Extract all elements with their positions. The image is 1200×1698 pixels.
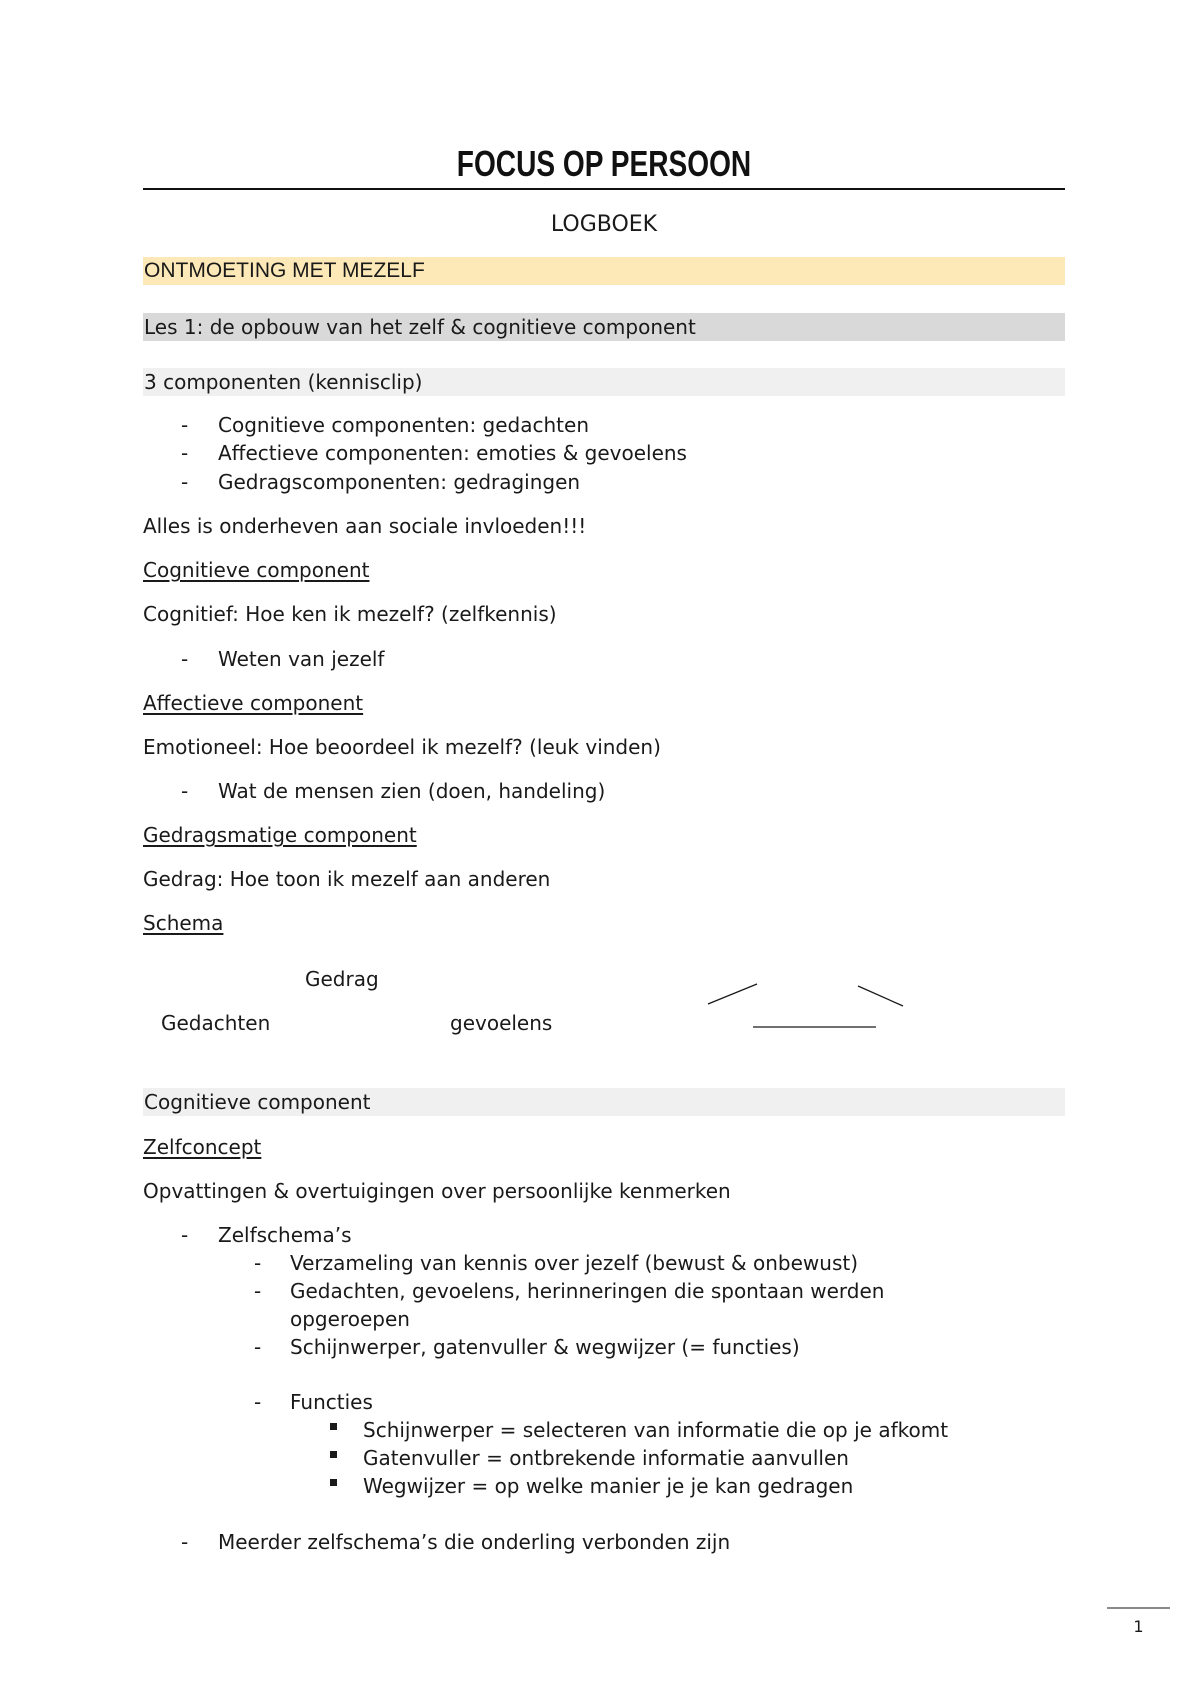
- schema-line-left: [708, 984, 757, 1004]
- functions-label: Functies: [290, 1390, 373, 1414]
- list-item: Wat de mensen zien (doen, handeling): [218, 779, 606, 803]
- cognitive-section-heading: Cognitieve component: [144, 1090, 371, 1114]
- square-bullet: [330, 1451, 337, 1458]
- section-heading: ONTMOETING MET MEZELF: [144, 259, 425, 282]
- list-dash: -: [254, 1279, 262, 1303]
- sub-list-item: Gedachten, gevoelens, herinneringen die spontaan werden: [290, 1279, 885, 1303]
- document-subtitle: LOGBOEK: [550, 212, 658, 237]
- square-bullet: [330, 1479, 337, 1486]
- schema-label-right: gevoelens: [450, 1011, 553, 1035]
- list-item: Zelfschema’s: [218, 1223, 352, 1247]
- document-title: FOCUS OP PERSOON: [456, 143, 752, 184]
- list-dash: -: [181, 1223, 189, 1247]
- page-number: 1: [1133, 1617, 1144, 1636]
- schema-label-top: Gedrag: [305, 967, 379, 991]
- behavioral-text: Gedrag: Hoe toon ik mezelf aan anderen: [143, 867, 551, 891]
- list-item: Gedragscomponenten: gedragingen: [218, 470, 581, 494]
- affective-heading: Affectieve component: [143, 691, 364, 715]
- zelfconcept-text: Opvattingen & overtuigingen over persoonlijke kenmerken: [143, 1179, 731, 1203]
- function-item: Gatenvuller = ontbrekende informatie aanvullen: [363, 1446, 849, 1470]
- lesson-heading: Les 1: de opbouw van het zelf & cognitieve component: [144, 315, 696, 339]
- cognitive-heading: Cognitieve component: [143, 558, 370, 582]
- function-item: Schijnwerper = selecteren van informatie die op je afkomt: [363, 1418, 949, 1442]
- sub-list-item: Verzameling van kennis over jezelf (bewust & onbewust): [290, 1251, 859, 1275]
- list-dash: -: [181, 470, 189, 494]
- list-dash: -: [254, 1390, 262, 1414]
- list-dash: -: [181, 441, 189, 465]
- list-dash: -: [254, 1335, 262, 1359]
- schema-line-right: [858, 986, 903, 1006]
- list-dash: -: [181, 779, 189, 803]
- cognitive-text: Cognitief: Hoe ken ik mezelf? (zelfkennis): [143, 602, 557, 626]
- zelfconcept-heading: Zelfconcept: [143, 1135, 262, 1159]
- list-dash: -: [181, 647, 189, 671]
- list-item: Affectieve componenten: emoties & gevoelens: [218, 441, 687, 465]
- function-item: Wegwijzer = op welke manier je je kan gedragen: [363, 1474, 854, 1498]
- page-number-rule: [1107, 1607, 1170, 1609]
- list-item: Meerder zelfschema’s die onderling verbonden zijn: [218, 1530, 731, 1554]
- list-dash: -: [254, 1251, 262, 1275]
- cognitive-section-bar: [143, 1088, 1065, 1116]
- social-note: Alles is onderheven aan sociale invloeden!!!: [143, 514, 587, 538]
- list-dash: -: [181, 413, 189, 437]
- square-bullet: [330, 1423, 337, 1430]
- components-heading: 3 componenten (kennisclip): [144, 370, 423, 394]
- list-item: Cognitieve componenten: gedachten: [218, 413, 589, 437]
- behavioral-heading: Gedragsmatige component: [143, 823, 417, 847]
- affective-text: Emotioneel: Hoe beoordeel ik mezelf? (leuk vinden): [143, 735, 661, 759]
- schema-heading: Schema: [143, 911, 224, 935]
- sub-list-item-continued: opgeroepen: [290, 1307, 410, 1331]
- sub-list-item: Schijnwerper, gatenvuller & wegwijzer (= functies): [290, 1335, 800, 1359]
- schema-label-left: Gedachten: [161, 1011, 271, 1035]
- list-dash: -: [181, 1530, 189, 1554]
- list-item: Weten van jezelf: [218, 647, 385, 671]
